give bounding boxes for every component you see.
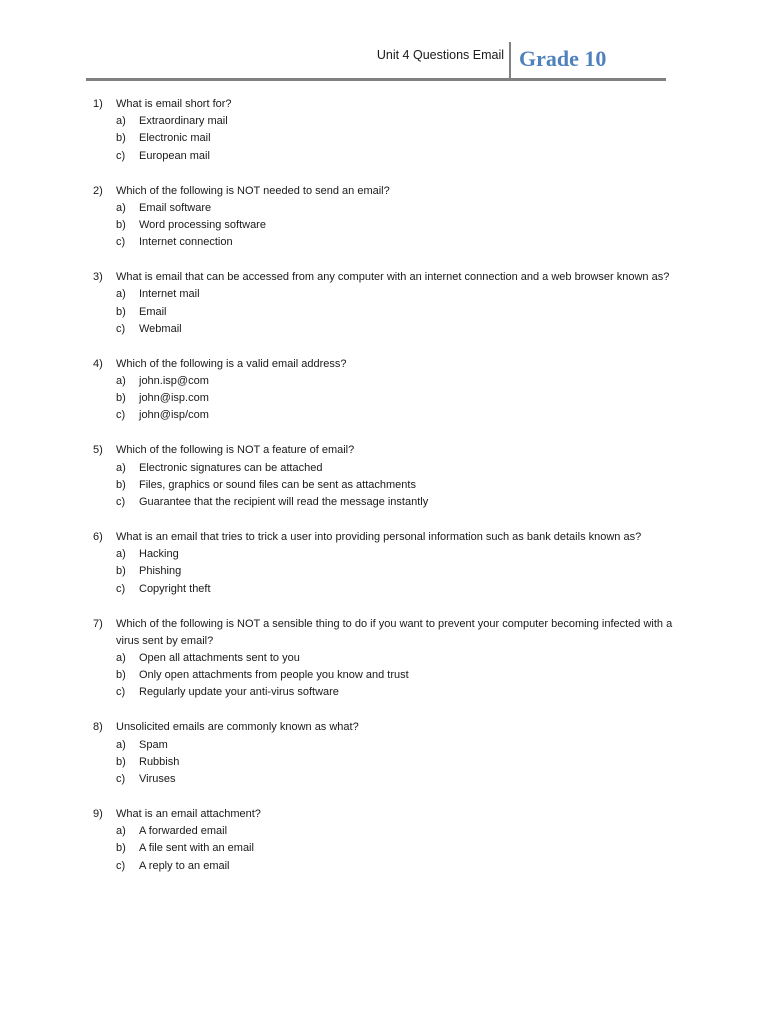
option-text: Open all attachments sent to you — [139, 652, 300, 665]
option-letter: b) — [116, 478, 126, 491]
answer-option — [116, 407, 673, 424]
answer-option — [116, 390, 673, 407]
option-letter: a) — [116, 738, 126, 751]
answer-option — [116, 546, 673, 563]
option-letter: c) — [116, 236, 126, 249]
question-3 — [93, 269, 673, 338]
question-number: 4) — [93, 357, 103, 370]
question-number: 8) — [93, 721, 103, 734]
option-letter: b) — [116, 755, 126, 768]
option-letter: a) — [116, 825, 126, 838]
question-number: 5) — [93, 444, 103, 457]
option-letter: b) — [116, 392, 126, 405]
option-text: john.isp@com — [139, 375, 209, 388]
option-text: Electronic mail — [139, 132, 211, 145]
answer-option — [116, 130, 673, 147]
option-text: Regularly update your anti-virus software — [139, 686, 339, 699]
answer-option — [116, 321, 673, 338]
answer-option — [116, 581, 673, 598]
question-text: What is an email that tries to trick a user into providing personal information such as bank details known as? — [116, 531, 642, 544]
question-number: 3) — [93, 271, 103, 284]
question-4 — [93, 356, 673, 425]
option-text: Copyright theft — [139, 582, 211, 595]
option-text: Email software — [139, 201, 212, 214]
option-letter: b) — [116, 565, 126, 578]
option-letter: c) — [116, 686, 126, 699]
question-text: What is email short for? — [116, 98, 232, 110]
option-letter: c) — [116, 582, 126, 595]
option-letter: a) — [116, 652, 126, 665]
option-letter: b) — [116, 219, 126, 232]
question-number: 6) — [93, 531, 103, 544]
answer-option — [116, 373, 673, 390]
question-number: 9) — [93, 808, 103, 821]
option-letter: b) — [116, 305, 126, 318]
option-letter: b) — [116, 132, 126, 145]
question-text: Which of the following is NOT needed to send an email? — [116, 184, 390, 197]
option-letter: c) — [116, 149, 126, 162]
option-letter: b) — [116, 669, 126, 682]
question-number: 1) — [93, 98, 103, 110]
answer-option — [116, 840, 673, 857]
option-text: Rubbish — [139, 755, 180, 768]
answer-option — [116, 494, 673, 511]
option-letter: a) — [116, 548, 126, 561]
grade-label: Grade 10 — [519, 46, 607, 71]
answer-option — [116, 563, 673, 580]
option-text: Word processing software — [139, 219, 266, 232]
document-title: Unit 4 Questions Email — [376, 48, 504, 62]
question-6 — [93, 529, 673, 598]
question-5 — [93, 442, 673, 511]
option-letter: c) — [116, 496, 126, 509]
question-2 — [93, 183, 673, 252]
option-text: Guarantee that the recipient will read the message instantly — [139, 496, 429, 509]
page-header — [86, 42, 666, 81]
option-letter: a) — [116, 115, 126, 128]
option-letter: c) — [116, 773, 126, 786]
option-text: Electronic signatures can be attached — [139, 461, 323, 474]
option-text: Only open attachments from people you know and trust — [139, 669, 409, 682]
answer-option — [116, 650, 673, 667]
option-letter: a) — [116, 288, 126, 301]
option-text: Phishing — [139, 565, 182, 578]
question-text: Unsolicited emails are commonly known as what? — [116, 721, 359, 734]
answer-option — [116, 460, 673, 477]
option-text: Internet mail — [139, 288, 200, 301]
option-text: A file sent with an email — [139, 842, 254, 855]
option-text: A forwarded email — [139, 825, 228, 838]
answer-option — [116, 477, 673, 494]
question-1 — [93, 96, 673, 165]
option-letter: b) — [116, 842, 126, 855]
option-letter: c) — [116, 859, 126, 872]
answer-option — [116, 148, 673, 165]
question-number: 2) — [93, 184, 103, 197]
option-text: Extraordinary mail — [139, 115, 228, 128]
answer-option — [116, 234, 673, 251]
answer-option — [116, 754, 673, 771]
question-9 — [93, 806, 673, 875]
option-text: Webmail — [139, 322, 182, 335]
option-letter: a) — [116, 201, 126, 214]
option-letter: c) — [116, 409, 126, 422]
answer-option — [116, 667, 673, 684]
answer-option — [116, 737, 673, 754]
answer-option — [116, 304, 673, 321]
option-text: Hacking — [139, 548, 179, 561]
answer-option — [116, 823, 673, 840]
answer-option — [116, 684, 673, 701]
option-text: Viruses — [139, 773, 176, 786]
question-8 — [93, 719, 673, 788]
header-divider — [509, 42, 511, 78]
question-text: Which of the following is a valid email address? — [116, 357, 347, 370]
question-text: Which of the following is NOT a feature of email? — [116, 444, 355, 457]
answer-option — [116, 113, 673, 130]
option-text: Email — [139, 305, 167, 318]
option-text: Files, graphics or sound files can be sent as attachments — [139, 478, 416, 491]
answer-option — [116, 858, 673, 875]
answer-option — [116, 200, 673, 217]
answer-option — [116, 286, 673, 303]
option-text: A reply to an email — [139, 859, 230, 872]
answer-option — [116, 771, 673, 788]
option-text: john@isp.com — [139, 392, 209, 405]
option-text: john@isp/com — [139, 409, 209, 422]
option-text: European mail — [139, 149, 210, 162]
question-text: Which of the following is NOT a sensible thing to do if you want to prevent your computer becoming infected with a virus sent by email? — [116, 617, 673, 647]
question-text: What is email that can be accessed from any computer with an internet connection and a web browser known as? — [116, 271, 670, 284]
option-letter: a) — [116, 375, 126, 388]
option-letter: a) — [116, 461, 126, 474]
option-letter: c) — [116, 322, 126, 335]
option-text: Spam — [139, 738, 168, 751]
question-number: 7) — [93, 617, 103, 630]
answer-option — [116, 217, 673, 234]
question-list — [93, 96, 673, 893]
question-text: What is an email attachment? — [116, 808, 261, 821]
option-text: Internet connection — [139, 236, 233, 249]
question-7 — [93, 616, 673, 702]
